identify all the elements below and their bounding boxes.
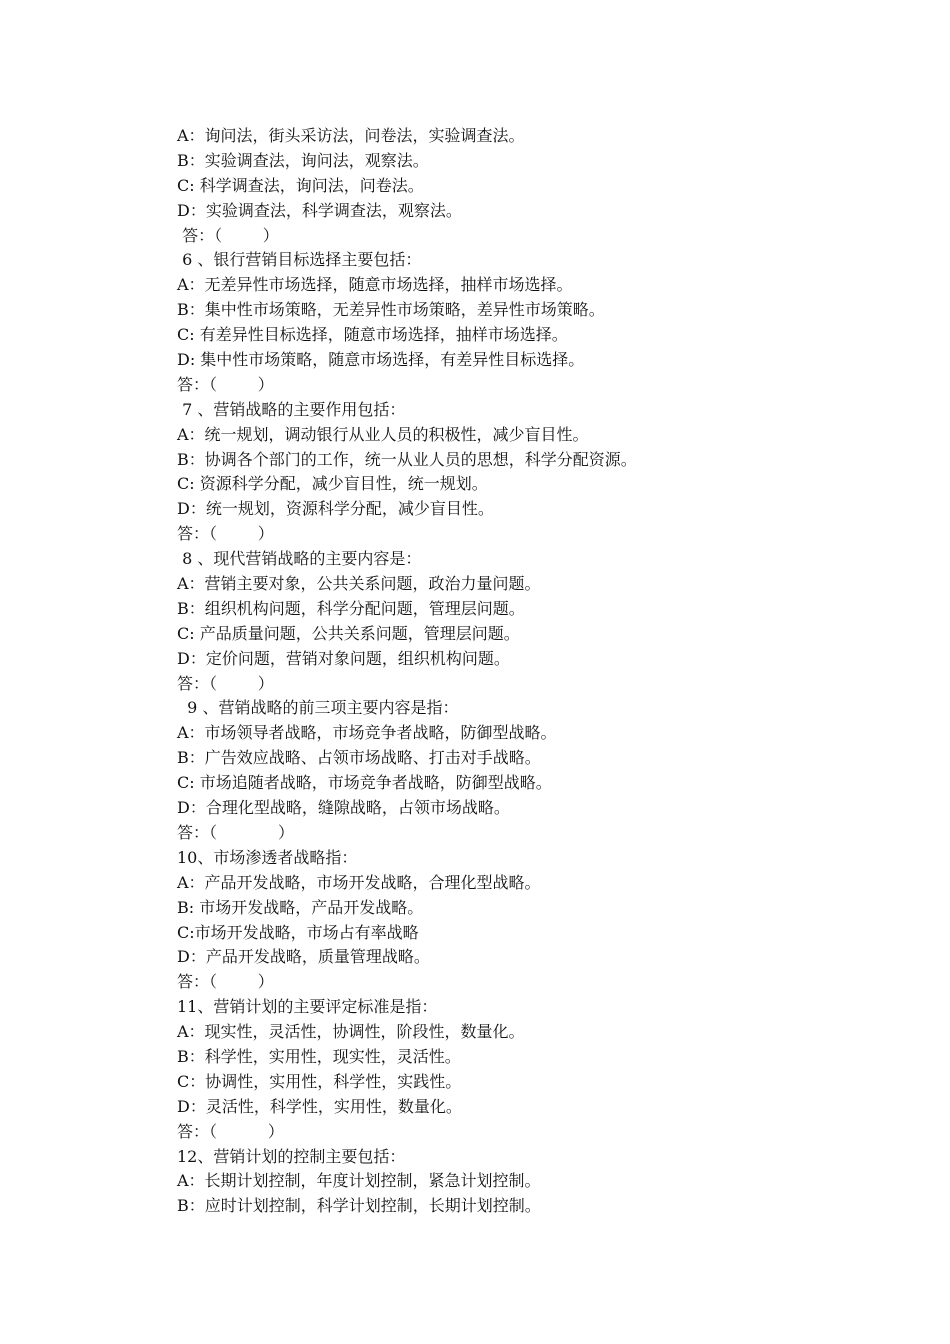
document-body <box>177 124 877 1219</box>
text-line: A：现实性，灵活性，协调性，阶段性，数量化。 <box>177 1022 525 1042</box>
text-line: D：合理化型战略，缝隙战略，占领市场战略。 <box>177 798 510 818</box>
text-line: 答：（ ） <box>177 524 274 544</box>
text-line: A：统一规划，调动银行从业人员的积极性，减少盲目性。 <box>177 424 589 444</box>
text-line: 6 、银行营销目标选择主要包括： <box>177 250 422 270</box>
text-line: B：应时计划控制，科学计划控制，长期计划控制。 <box>177 1196 541 1216</box>
text-line: C:市场开发战略，市场占有率战略 <box>177 922 419 942</box>
text-line: D：产品开发战略，质量管理战略。 <box>177 947 430 967</box>
text-line: A：营销主要对象，公共关系问题，政治力量问题。 <box>177 574 541 594</box>
text-line: B: 市场开发战略，产品开发战略。 <box>177 897 424 917</box>
text-line: D：灵活性，科学性，实用性，数量化。 <box>177 1096 462 1116</box>
text-line: 答：（ ） <box>177 972 274 992</box>
text-line: A：无差异性市场选择，随意市场选择，抽样市场选择。 <box>177 275 573 295</box>
text-line: B：协调各个部门的工作，统一从业人员的思想，科学分配资源。 <box>177 449 637 469</box>
text-line: A：长期计划控制，年度计划控制，紧急计划控制。 <box>177 1171 541 1191</box>
text-line: C: 科学调查法，询问法，问卷法。 <box>177 175 424 195</box>
text-line: A：市场领导者战略，市场竞争者战略，防御型战略。 <box>177 723 557 743</box>
text-line: D：统一规划，资源科学分配，减少盲目性。 <box>177 499 494 519</box>
text-line: 答：（ ） <box>177 374 274 394</box>
text-line: B：科学性，实用性，现实性，灵活性。 <box>177 1046 461 1066</box>
text-line: 答：（ ） <box>177 673 274 693</box>
text-line: B：组织机构问题，科学分配问题，管理层问题。 <box>177 598 525 618</box>
text-line: 8 、现代营销战略的主要内容是： <box>177 549 422 569</box>
text-line: D：实验调查法，科学调查法，观察法。 <box>177 200 462 220</box>
text-line: 答：（ ） <box>177 822 295 842</box>
text-line: C: 资源科学分配，减少盲目性，统一规划。 <box>177 474 488 494</box>
text-line: B：实验调查法，询问法，观察法。 <box>177 150 429 170</box>
text-line: 答：（ ） <box>177 1121 284 1141</box>
text-line: 10、市场渗透者战略指： <box>177 847 358 867</box>
text-line: 9 、营销战略的前三项主要内容是指： <box>177 698 459 718</box>
text-line: C: 有差异性目标选择，随意市场选择，抽样市场选择。 <box>177 325 568 345</box>
text-line: 12、营销计划的控制主要包括： <box>177 1146 406 1166</box>
text-line: 7 、营销战略的主要作用包括： <box>177 399 406 419</box>
text-line: 11、营销计划的主要评定标准是指： <box>177 997 438 1017</box>
text-line: C: 产品质量问题，公共关系问题，管理层问题。 <box>177 623 520 643</box>
text-line: D: 集中性市场策略，随意市场选择，有差异性目标选择。 <box>177 350 585 370</box>
text-line: B：广告效应战略、占领市场战略、打击对手战略。 <box>177 748 541 768</box>
text-line: D：定价问题，营销对象问题，组织机构问题。 <box>177 648 510 668</box>
text-line: A：产品开发战略，市场开发战略，合理化型战略。 <box>177 872 541 892</box>
text-line: A：询问法，街头采访法，问卷法，实验调查法。 <box>177 126 525 145</box>
text-line: B：集中性市场策略，无差异性市场策略，差异性市场策略。 <box>177 300 605 320</box>
text-line: 答：（ ） <box>177 225 279 245</box>
text-line: C：协调性，实用性，科学性，实践性。 <box>177 1071 462 1091</box>
text-line: C: 市场追随者战略，市场竞争者战略，防御型战略。 <box>177 773 552 793</box>
